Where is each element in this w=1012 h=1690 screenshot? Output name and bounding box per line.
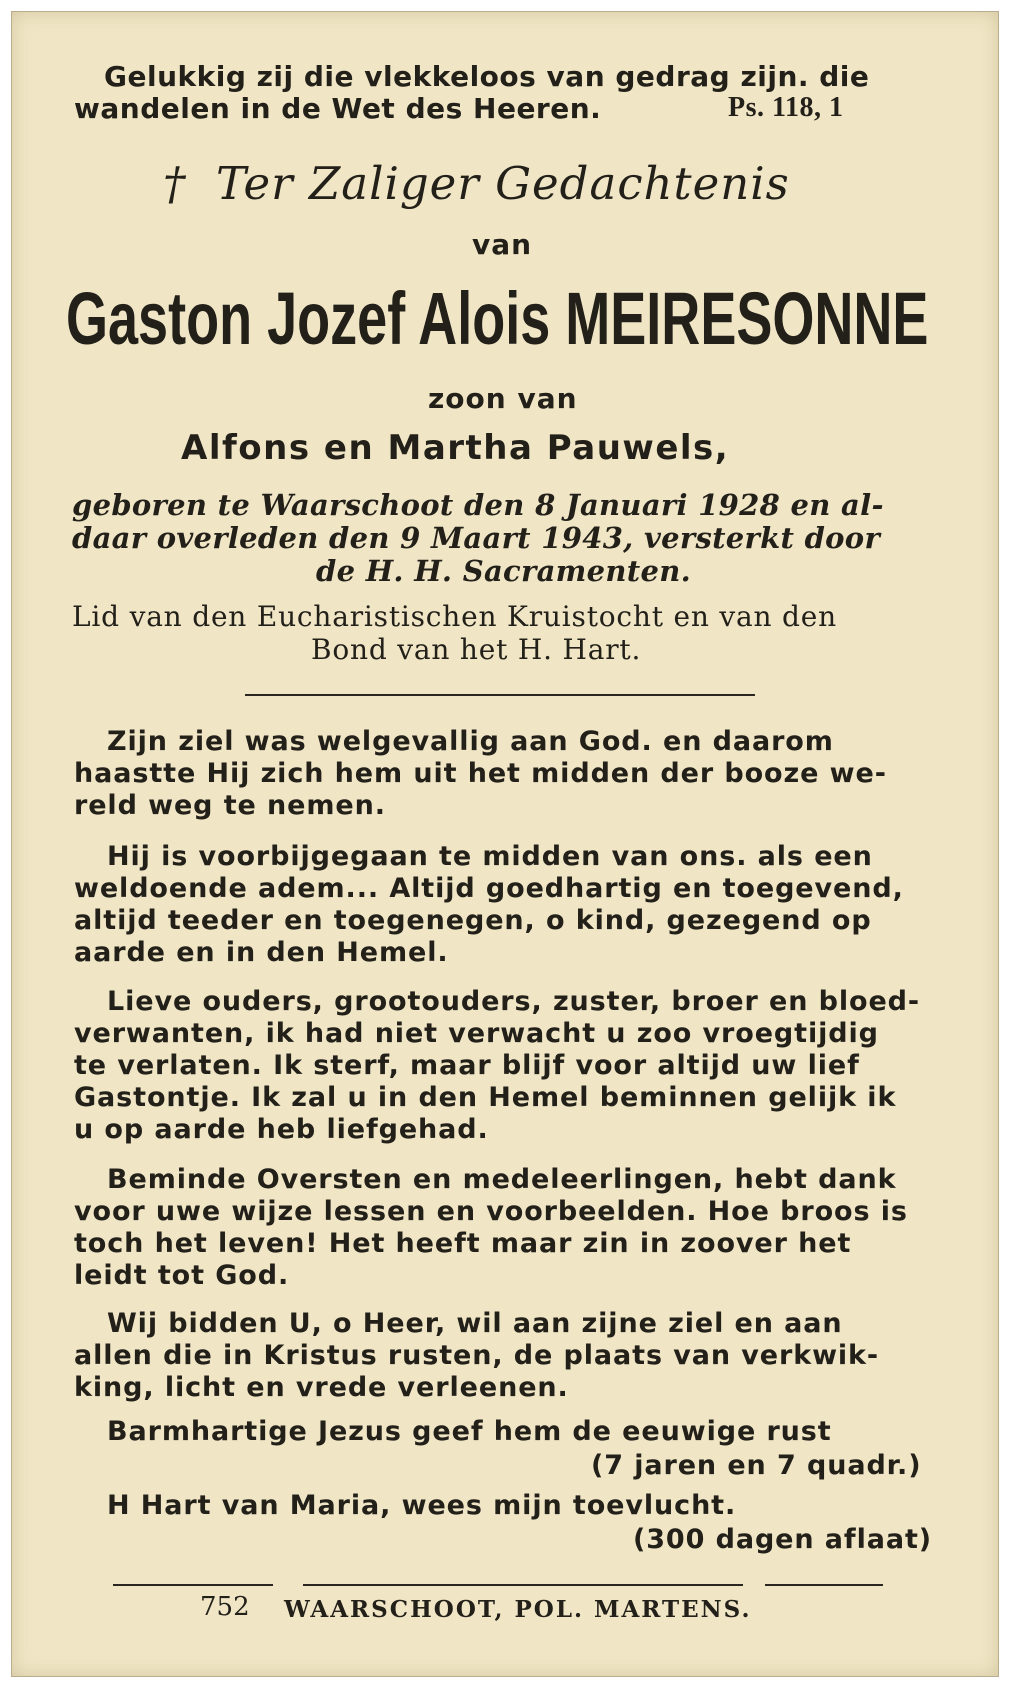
epigraph-line-1: Gelukkig zij die vlekkeloos van gedrag zijn. die [104, 60, 870, 93]
paragraph-3-line-2: verwanten, ik had niet verwacht u zoo vroegtijdig [74, 1018, 879, 1049]
birth-death-line-1: geboren te Waarschoot den 8 Januari 1928 en al- [72, 488, 884, 522]
zoon-van-label: zoon van [428, 382, 578, 415]
footer-rule-left [113, 1584, 273, 1586]
paragraph-5-line-1: Wij bidden U, o Heer, wil aan zijne ziel en aan [107, 1308, 843, 1339]
deceased-name: Gaston Jozef Alois MEIRESONNE [66, 277, 929, 360]
prayer-2-indulgence: (300 dagen aflaat) [633, 1524, 933, 1555]
paragraph-2-line-3: altijd teeder en toegenegen, o kind, gezegend op [74, 905, 872, 936]
paragraph-3-line-1: Lieve ouders, grootouders, zuster, broer en bloed- [107, 986, 920, 1017]
paragraph-4-line-2: voor uwe wijze lessen en voorbeelden. Hoe broos is [74, 1196, 908, 1227]
paragraph-1-line-3: reld weg te nemen. [74, 790, 386, 821]
van-label: van [472, 228, 533, 261]
paragraph-3-line-5: u op aarde heb liefgehad. [74, 1114, 489, 1145]
paragraph-2-line-4: aarde en in den Hemel. [74, 937, 449, 968]
paragraph-2-line-2: weldoende adem... Altijd goedhartig en toegevend, [74, 873, 904, 904]
membership-line-1: Lid van den Eucharistischen Kruistocht en van den [72, 600, 837, 633]
epigraph-line-2: wandelen in de Wet des Heeren. [74, 92, 602, 125]
paragraph-2-line-1: Hij is voorbijgegaan te midden van ons. als een [107, 841, 873, 872]
paragraph-3-line-4: Gastontje. Ik zal u in den Hemel beminnen gelijk ik [74, 1082, 897, 1113]
birth-death-line-2: daar overleden den 9 Maart 1943, versterkt door [72, 521, 881, 555]
membership-line-2: Bond van het H. Hart. [311, 633, 642, 666]
paragraph-5-line-2: allen die in Kristus rusten, de plaats van verkwik- [74, 1340, 880, 1371]
printer-imprint: WAARSCHOOT, POL. MARTENS. [284, 1596, 752, 1623]
footer-rule-middle [303, 1584, 743, 1586]
paragraph-5-line-3: king, licht en vrede verleenen. [74, 1372, 569, 1403]
paragraph-4-line-3: toch het leven! Het heeft maar zin in zoover het [74, 1228, 852, 1259]
paragraph-1-line-2: haastte Hij zich hem uit het midden der booze we- [74, 758, 887, 789]
footer-rule-right [765, 1584, 883, 1586]
birth-death-line-3: de H. H. Sacramenten. [316, 554, 692, 588]
cross-symbol: † [163, 157, 187, 210]
card-number: 752 [200, 1592, 250, 1622]
divider-rule [245, 694, 755, 696]
paragraph-1-line-1: Zijn ziel was welgevallig aan God. en daarom [107, 726, 834, 757]
paragraph-4-line-1: Beminde Oversten en medeleerlingen, hebt dank [107, 1164, 897, 1195]
paragraph-3-line-3: te verlaten. Ik sterf, maar blijf voor altijd uw lief [74, 1050, 860, 1081]
prayer-1-indulgence: (7 jaren en 7 quadr.) [591, 1450, 922, 1481]
memorial-heading: Ter Zaliger Gedachtenis [216, 157, 790, 210]
prayer-2-text: H Hart van Maria, wees mijn toevlucht. [107, 1490, 737, 1521]
epigraph-reference: Ps. 118, 1 [728, 92, 844, 123]
prayer-1-text: Barmhartige Jezus geef hem de eeuwige rust [107, 1416, 832, 1447]
parents-names: Alfons en Martha Pauwels, [181, 428, 730, 468]
paragraph-4-line-4: leidt tot God. [74, 1260, 290, 1291]
